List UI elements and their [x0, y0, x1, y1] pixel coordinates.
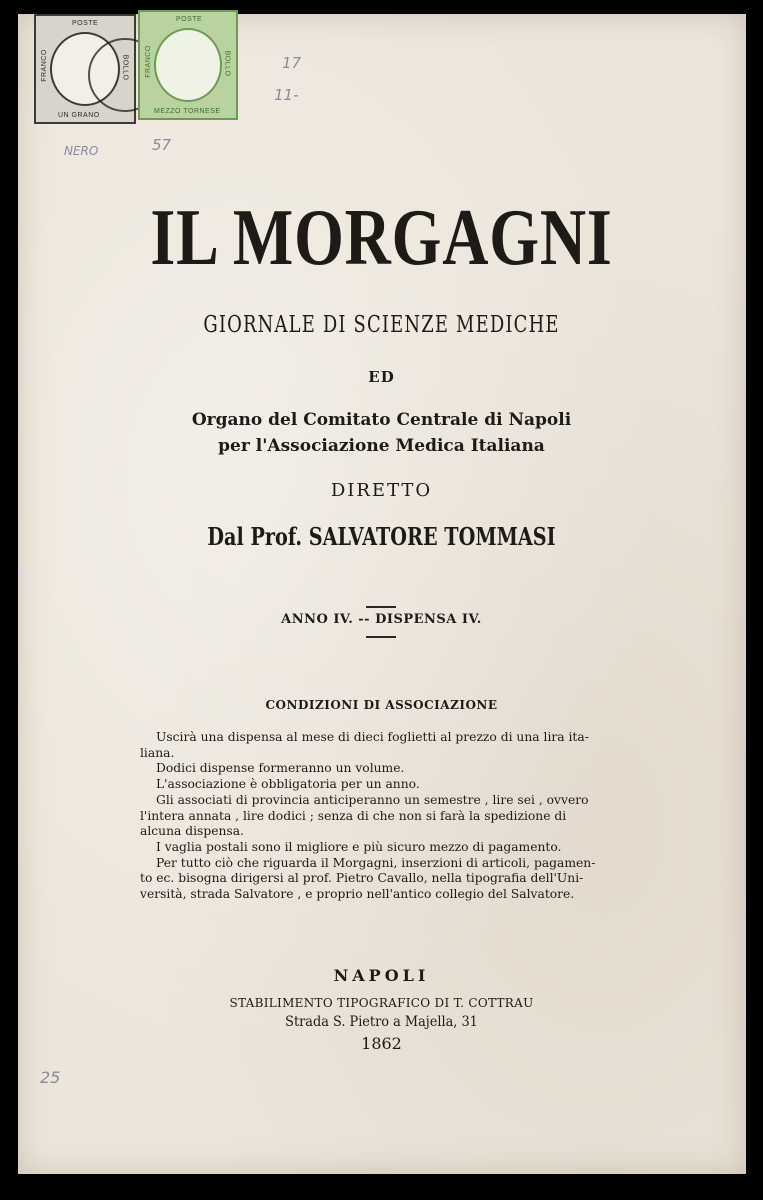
- stamp-side-left-label: FRANCO: [144, 45, 152, 78]
- conditions-heading: CONDIZIONI DI ASSOCIAZIONE: [265, 698, 498, 712]
- conditions-line: versità, strada Salvatore , e proprio nell'antico collegio del Salvatore.: [140, 887, 575, 902]
- conditions-line: Gli associati di provincia anticiperanno un semestre , lire sei , ovvero: [156, 792, 589, 807]
- pencil-note-11: 11-: [274, 86, 299, 104]
- pencil-note-25: 25: [40, 1068, 61, 1087]
- stamp-top-label: POSTE: [176, 16, 203, 23]
- pencil-note-17: 17: [282, 54, 302, 72]
- conditions-line: alcuna dispensa.: [140, 824, 244, 839]
- subtitle: GIORNALE DI SCIENZE MEDICHE: [203, 312, 560, 338]
- stamp-side-left-label: FRANCO: [40, 49, 48, 82]
- conditions-line: I vaglia postali sono il migliore e più sicuro mezzo di pagamento.: [156, 839, 562, 854]
- stamp-mezzo-tornese: [138, 10, 238, 120]
- organ-line-2: per l'Associazione Medica Italiana: [218, 436, 545, 456]
- conditions-line: liana.: [140, 745, 175, 760]
- organ-line-1: Organo del Comitato Centrale di Napoli: [191, 410, 572, 430]
- imprint-year: 1862: [361, 1034, 402, 1053]
- issue-label: ANNO IV. -- DISPENSA IV.: [281, 612, 482, 627]
- conditions-line: Dodici dispense formeranno un volume.: [156, 761, 405, 776]
- conditions-line: Per tutto ciò che riguarda il Morgagni, inserzioni di articoli, pagamen-: [156, 855, 596, 870]
- conditions-text: [140, 730, 622, 903]
- conditions-line: to ec. bisogna dirigersi al prof. Pietro Cavallo, nella tipografia dell'Uni-: [140, 871, 584, 886]
- director: Dal Prof. SALVATORE TOMMASI: [207, 522, 556, 551]
- stamp-side-right-label: BOLLO: [121, 54, 129, 81]
- stamp-bottom-label: UN GRANO: [58, 112, 100, 119]
- conditions-line: L'associazione è obbligatoria per un anno.: [156, 777, 420, 792]
- imprint-city: NAPOLI: [333, 966, 430, 985]
- pencil-note-nero: NERO: [64, 144, 99, 158]
- stamp-un-grano: [34, 14, 136, 124]
- imprint-address: Strada S. Pietro a Majella, 31: [285, 1014, 478, 1030]
- stamp-side-right-label: BOLLO: [223, 50, 231, 77]
- conditions-line: l'intera annata , lire dodici ; senza di che non si farà la spedizione di: [140, 808, 567, 823]
- stamp-top-label: POSTE: [72, 20, 99, 27]
- divider: [366, 606, 396, 608]
- page-title: IL MORGAGNI: [150, 194, 613, 282]
- pencil-note-57: 57: [152, 136, 172, 154]
- direction-label: DIRETTO: [330, 480, 433, 501]
- imprint-printer: STABILIMENTO TIPOGRAFICO DI T. COTTRAU: [229, 996, 534, 1010]
- conjunction: ED: [368, 368, 395, 386]
- conditions-line: Uscirà una dispensa al mese di dieci foglietti al prezzo di una lira ita-: [156, 730, 589, 744]
- stamp-bottom-label: MEZZO TORNESE: [154, 108, 221, 115]
- divider: [366, 636, 396, 638]
